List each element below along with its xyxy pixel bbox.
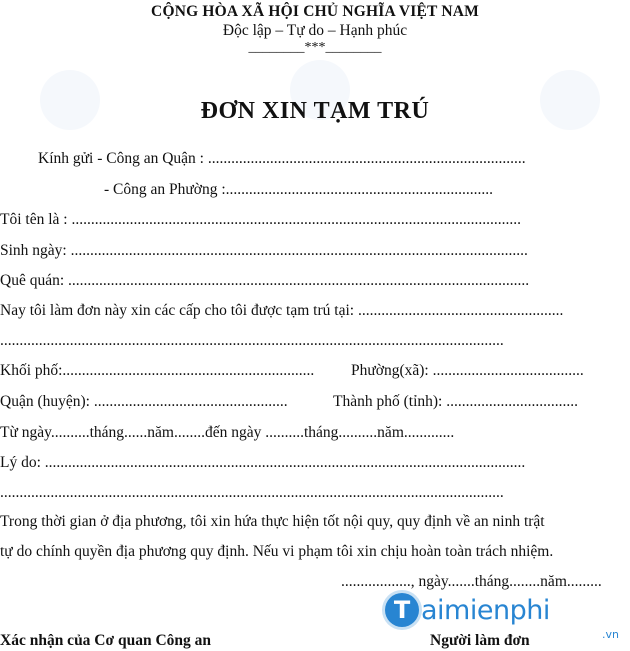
field-ward: Phường(xã): .......................................	[351, 362, 584, 379]
taimienphi-wordmark: aimienphi	[421, 594, 550, 626]
field-request-address: Nay tôi làm đơn này xin các cấp cho tôi được tạm trú tại: .....................................................	[0, 302, 564, 319]
commitment-line: tự do chính quyền địa phương quy định. Nếu vi phạm tôi xin chịu hoàn toàn trách nhiệm.	[0, 543, 554, 560]
signature-police-confirmation: Xác nhận của Cơ quan Công an	[0, 632, 212, 649]
signature-applicant: Người làm đơn	[430, 632, 530, 649]
field-birth-date: Sinh ngày: ......................................................................................................................	[0, 242, 528, 259]
field-city: Thành phố (tỉnh): ..................................	[333, 393, 578, 410]
field-block: Khối phố:.................................................................	[0, 362, 315, 379]
commitment-line: Trong thời gian ở địa phương, tôi xin hứa thực hiện tốt nội quy, quy định về an ninh trật	[0, 513, 545, 530]
field-hometown: Quê quán: .......................................................................................................................	[0, 272, 530, 289]
recipient-ward: - Công an Phường :.....................................................................	[104, 181, 494, 198]
national-title: CỘNG HÒA XÃ HỘI CHỦ NGHĨA VIỆT NAM	[151, 3, 479, 20]
national-motto: Độc lập – Tự do – Hạnh phúc	[222, 22, 408, 39]
field-name: Tôi tên là : ....................................................................................................................	[0, 211, 521, 228]
field-district: Quận (huyện): ..................................................	[0, 393, 288, 410]
date-line: .................., ngày.......tháng........năm.........	[341, 573, 602, 590]
taimienphi-logo-icon: T	[385, 593, 419, 627]
field-dates: Từ ngày..........tháng......năm........đến ngày ..........tháng..........năm.............	[0, 424, 455, 441]
header-divider: ________***________	[248, 40, 382, 55]
document-title: ĐƠN XIN TẠM TRÚ	[200, 98, 430, 124]
field-blank-line: ..................................................................................................................................	[0, 484, 504, 501]
taimienphi-watermark	[385, 575, 625, 645]
recipient-district: Kính gửi - Công an Quận : ..................................................................................	[38, 150, 526, 167]
taimienphi-domain: .vn	[602, 628, 619, 641]
field-blank-line: ..................................................................................................................................	[0, 332, 504, 349]
field-reason: Lý do: ............................................................................................................................	[0, 454, 526, 471]
